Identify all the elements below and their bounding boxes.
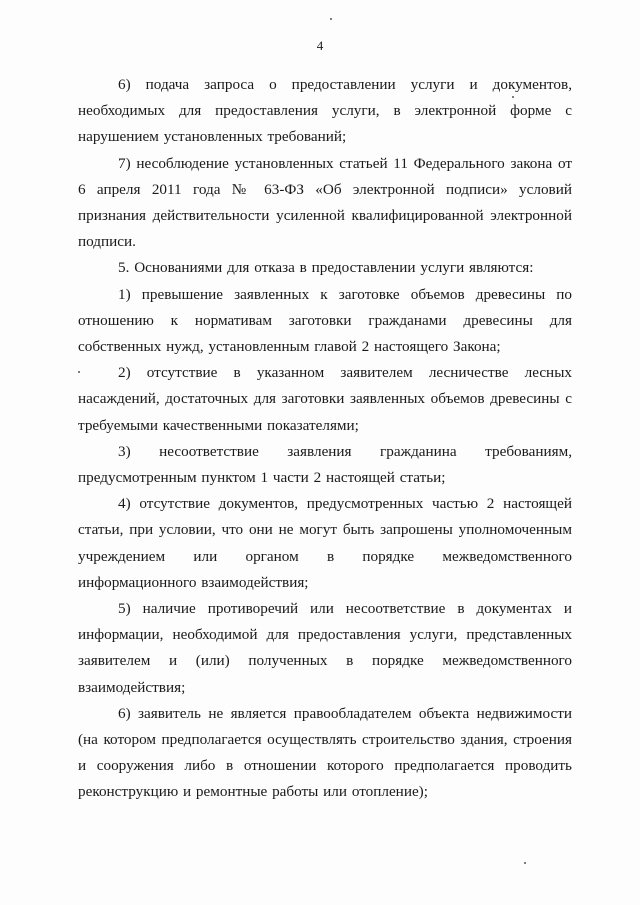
scan-speck [330,18,332,20]
list-item-contradictions: 5) наличие противоречий или несоответствие в документах и информации, необходимой для предоставления услуги, представленных заявителем и (или) полученных в порядке межведомственного взаимодействия; [78,600,572,696]
scan-speck [78,371,80,373]
list-item-missing-documents: 4) отсутствие документов, предусмотренных частью 2 настоящей статьи, при условии, что они не могут быть запрошены уполномоченным учреждением или органом в порядке межведомственного информационного взаимодействия; [78,495,572,591]
scan-speck [512,96,514,98]
list-item-volume-excess: 1) превышение заявленных к заготовке объемов древесины по отношению к нормативам заготовки гражданами древесины для собственных нужд, установленным главой 2 настоящего Закона; [78,285,572,356]
paragraph-request-violation: 6) подача запроса о предоставлении услуги и документов, необходимых для предоставления услуги, в электронной форме с нарушением установленных требований; [78,76,572,146]
list-item-application-mismatch: 3) несоответствие заявления гражданина требованиям, предусмотренным пунктом 1 части 2 настоящей статьи; [78,442,572,487]
list-item-not-owner: 6) заявитель не является правообладателем объекта недвижимости (на котором предполагается осуществлять строительство здания, строения и сооружения либо в отношении которого предполагается проводить реконструкцию и ремонтные работы или отопление); [78,704,572,801]
paragraph-signature-validity: 7) несоблюдение установленных статьей 11 Федерального закона от 6 апреля 2011 года № 63-ФЗ «Об электронной подписи» условий признания действительности усиленной квалифицированной электронной подписи. [78,154,572,251]
page-number: 4 [316,38,324,53]
document-body [78,72,572,806]
list-item-no-forest-stands: 2) отсутствие в указанном заявителем лесничестве лесных насаждений, достаточных для заготовки заявленных объемов древесины с требуемыми качественными показателями; [78,364,572,434]
scan-speck [524,862,526,864]
paragraph-refusal-grounds-heading: 5. Основаниями для отказа в предоставлении услуги являются: [118,259,534,277]
